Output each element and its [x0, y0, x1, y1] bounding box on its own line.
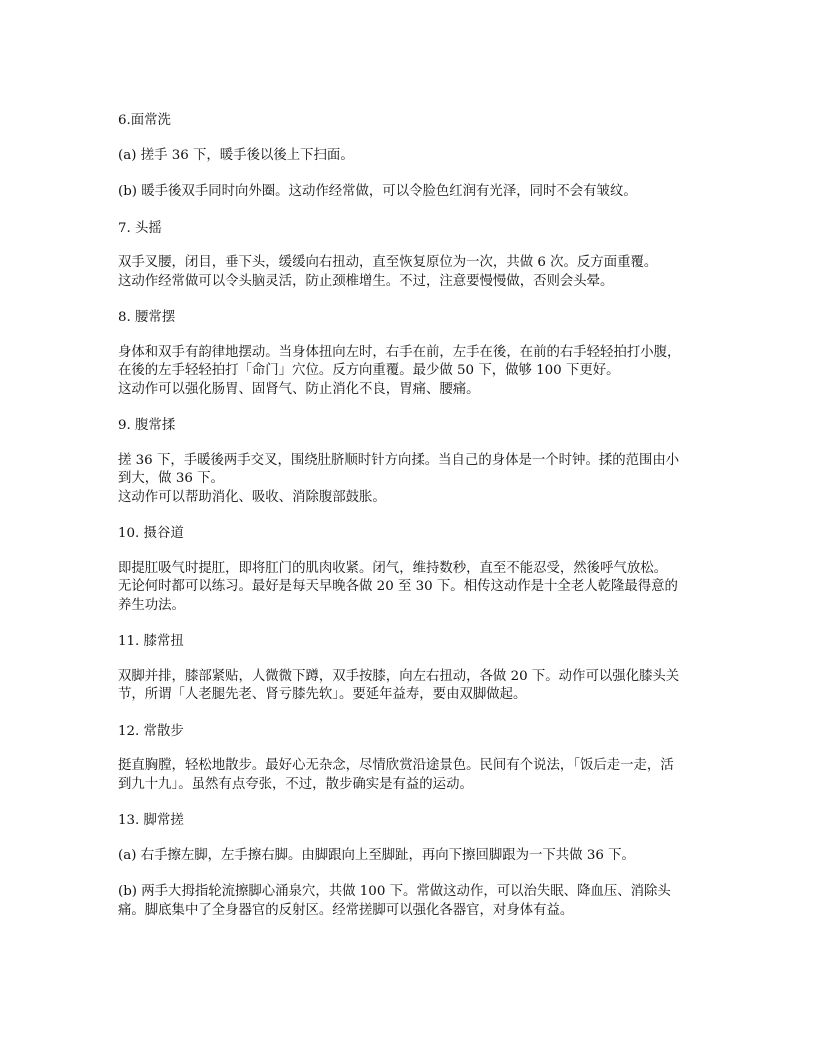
text-line: 到大，做 36 下。 — [118, 471, 224, 486]
text-line: 痛。脚底集中了全身器官的反射区。经常搓脚可以强化各器官，对身体有益。 — [118, 902, 574, 918]
section-heading — [118, 309, 702, 328]
text-line: 8. 腰常摆 — [118, 310, 176, 325]
paragraph — [118, 452, 702, 508]
text-line: 9. 腹常揉 — [118, 418, 176, 433]
text-line: 10. 摄谷道 — [118, 526, 184, 541]
text-line: (a) 右手擦左脚，左手擦右脚。由脚跟向上至脚趾，再向下擦回脚跟为一下共做 36 下。 — [118, 847, 635, 863]
text-line: (a) 搓手 36 下，暖手後以後上下扫面。 — [118, 147, 354, 163]
text-line: 养生功法。 — [118, 597, 185, 613]
text-line: 身体和双手有韵律地摆动。当身体扭向左时，右手在前，左手在後，在前的右手轻轻拍打小腹， — [118, 344, 681, 360]
text-line: 7. 头摇 — [118, 220, 162, 236]
paragraph — [118, 254, 702, 291]
text-line: 6.面常洗 — [118, 113, 171, 128]
text-line: 节，所谓「人老腿先老、肾亏膝先软」。要延年益寿，要由双脚做起。 — [118, 687, 527, 702]
text-line: 到九十九」。虽然有点夸张，不过，散步确实是有益的运动。 — [118, 776, 473, 792]
paragraph — [118, 668, 702, 705]
section-heading — [118, 812, 702, 831]
paragraph — [118, 847, 702, 866]
section-heading — [118, 220, 702, 239]
paragraph — [118, 147, 702, 166]
text-line: 11. 膝常扭 — [118, 634, 184, 649]
paragraph — [118, 757, 702, 794]
text-line: 挺直胸膛，轻松地散步。最好心无杂念，尽情欣赏沿途景色。民间有个说法，「饭后走一走，活 — [118, 758, 674, 773]
text-line: 即提肛吸气时提肛，即将肛门的肌肉收紧。闭气，维持数秒，直至不能忍受，然後呼气放松。 — [118, 560, 668, 576]
document-page — [118, 112, 702, 938]
text-line: 这动作经常做可以令头脑灵活，防止颈椎增生。不过，注意要慢慢做，否则会头晕。 — [118, 273, 614, 289]
paragraph — [118, 183, 702, 202]
text-line: 在後的左手轻轻拍打「命门」穴位。反方向重覆。最少做 50 下，做够 100 下更好。 — [118, 363, 620, 378]
text-line: 搓 36 下，手暖後两手交叉，围绕肚脐顺时针方向揉。当自己的身体是一个时钟。揉的范围由小 — [118, 452, 680, 468]
text-line: 无论何时都可以练习。最好是每天早晚各做 20 至 30 下。相传这动作是十全老人乾隆最得意的 — [118, 579, 678, 594]
section-heading — [118, 633, 702, 652]
paragraph — [118, 560, 702, 616]
paragraph — [118, 883, 702, 920]
text-line: 双手叉腰，闭目，垂下头，缓缓向右扭动，直至恢复原位为一次，共做 6 次。反方面重覆。 — [118, 255, 658, 270]
section-heading — [118, 417, 702, 436]
text-line: 双脚并排，膝部紧贴，人微微下蹲，双手按膝，向左右扭动，各做 20 下。动作可以强化膝头关 — [118, 668, 680, 684]
paragraph — [118, 344, 702, 400]
section-heading — [118, 723, 702, 742]
section-heading — [118, 112, 702, 131]
text-line: 12. 常散步 — [118, 723, 184, 739]
text-line: (b) 暖手後双手同时向外圈。这动作经常做，可以令脸色红润有光泽，同时不会有皱纹。 — [118, 184, 637, 199]
text-line: 这动作可以帮助消化、吸收、消除腹部鼓胀。 — [118, 489, 386, 505]
section-heading — [118, 525, 702, 544]
text-line: 13. 脚常搓 — [118, 813, 184, 828]
text-line: 这动作可以强化肠胃、固肾气、防止消化不良，胃痛、腰痛。 — [118, 381, 480, 397]
text-line: (b) 两手大拇指轮流擦脚心涌泉穴，共做 100 下。常做这动作，可以治失眠、降血压、消除头 — [118, 884, 671, 899]
